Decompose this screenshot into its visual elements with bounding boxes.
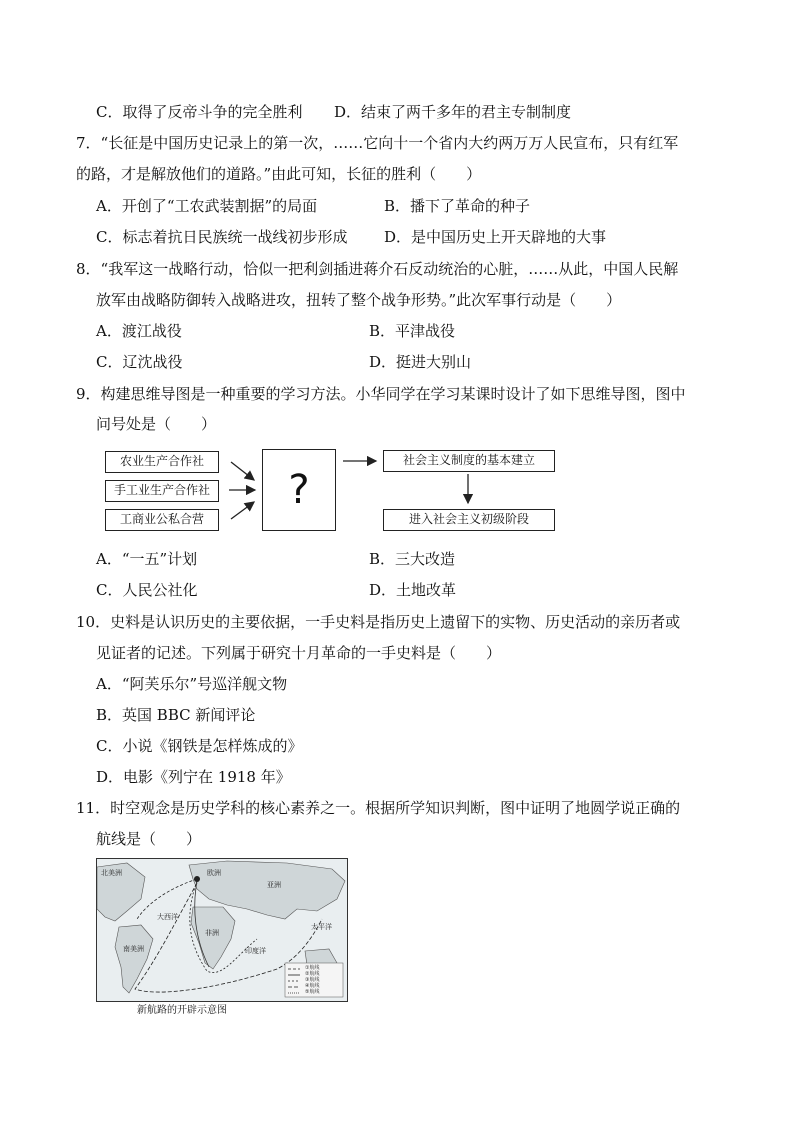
q8-option-a: A．渡江战役 — [96, 322, 182, 340]
map-legend-1: ①航线 — [305, 965, 320, 971]
mindmap-box-agriculture: 农业生产合作社 — [105, 451, 219, 473]
q6-option-d: D．结束了两千多年的君主专制制度 — [334, 103, 572, 121]
q8-stem-line-2: 放军由战略防御转入战略进攻，扭转了整个战争形势。”此次军事行动是（ ） — [96, 291, 622, 309]
q11-stem-line-2: 航线是（ ） — [96, 830, 202, 848]
q9-option-a: A．“一五”计划 — [96, 550, 198, 568]
map-legend-3: ③航线 — [305, 977, 320, 983]
q10-option-c: C．小说《钢铁是怎样炼成的》 — [96, 737, 303, 755]
q8-stem-line-1: 8．“我军这一战略行动，恰似一把利剑插进蒋介石反动统治的心脏，……从此，中国人民解 — [76, 260, 679, 278]
map-legend-2: ②航线 — [305, 971, 320, 977]
q7-option-d: D．是中国历史上开天辟地的大事 — [384, 228, 607, 246]
q9-option-c: C．人民公社化 — [96, 581, 198, 599]
mindmap-box-commerce: 工商业公私合营 — [105, 509, 219, 531]
q9-option-d: D．土地改革 — [369, 581, 457, 599]
q7-option-b: B．播下了革命的种子 — [384, 197, 531, 215]
q10-stem-line-2: 见证者的记述。下列属于研究十月革命的一手史料是（ ） — [96, 644, 502, 662]
q9-stem-line-2: 问号处是（ ） — [96, 415, 217, 433]
q8-option-c: C．辽沈战役 — [96, 353, 183, 371]
q7-stem-line-2: 的路，才是解放他们的道路。”由此可知，长征的胜利（ ） — [76, 165, 482, 183]
q7-option-a: A．开创了“工农武装割据”的局面 — [96, 197, 318, 215]
map-legend-5: ⑤航线 — [305, 989, 320, 995]
q10-option-d: D．电影《列宁在 1918 年》 — [96, 768, 291, 786]
q11-stem-line-1: 11．时空观念是历史学科的核心素养之一。根据所学知识判断，图中证明了地圆学说正确的 — [76, 799, 681, 817]
q9-stem-line-1: 9．构建思维导图是一种重要的学习方法。小华同学在学习某课时设计了如下思维导图，图中 — [76, 385, 686, 403]
q8-option-b: B．平津战役 — [369, 322, 456, 340]
origin-marker — [194, 876, 200, 882]
map-label-africa: 非洲 — [205, 929, 219, 937]
map-label-atlantic: 大西洋 — [157, 913, 178, 921]
map-legend-4: ④航线 — [305, 983, 320, 989]
q10-option-a: A．“阿芙乐尔”号巡洋舰文物 — [96, 675, 288, 693]
q10-stem-line-1: 10．史料是认识历史的主要依据，一手史料是指历史上遗留下的实物、历史活动的亲历者或 — [76, 613, 681, 631]
map-label-pacific: 太平洋 — [311, 923, 332, 931]
q7-option-c: C．标志着抗日民族统一战线初步形成 — [96, 228, 348, 246]
new-sea-routes-map — [96, 858, 348, 1002]
map-caption: 新航路的开辟示意图 — [137, 1005, 227, 1016]
mindmap-box-primary-stage: 进入社会主义初级阶段 — [383, 509, 555, 531]
arrow-commerce-to-center — [231, 502, 254, 519]
mindmap-box-handicraft: 手工业生产合作社 — [105, 480, 219, 502]
q7-stem-line-1: 7．“长征是中国历史记录上的第一次，……它向十一个省内大约两万万人民宣布，只有红军 — [76, 134, 679, 152]
map-label-south-america: 南美洲 — [123, 945, 144, 953]
mindmap-box-system-established: 社会主义制度的基本建立 — [383, 450, 555, 472]
map-label-asia: 亚洲 — [267, 881, 281, 889]
q6-option-c: C．取得了反帝斗争的完全胜利 — [96, 103, 303, 121]
q9-option-b: B．三大改造 — [369, 550, 456, 568]
q8-option-d: D．挺进大别山 — [369, 353, 472, 371]
q10-option-b: B．英国 BBC 新闻评论 — [96, 706, 256, 724]
map-label-indian-ocean: 印度洋 — [245, 947, 266, 955]
mindmap-question-box: ? — [262, 449, 336, 531]
map-label-europe: 欧洲 — [207, 869, 221, 877]
map-label-north-america: 北美洲 — [101, 869, 122, 877]
arrow-agriculture-to-center — [231, 462, 254, 480]
